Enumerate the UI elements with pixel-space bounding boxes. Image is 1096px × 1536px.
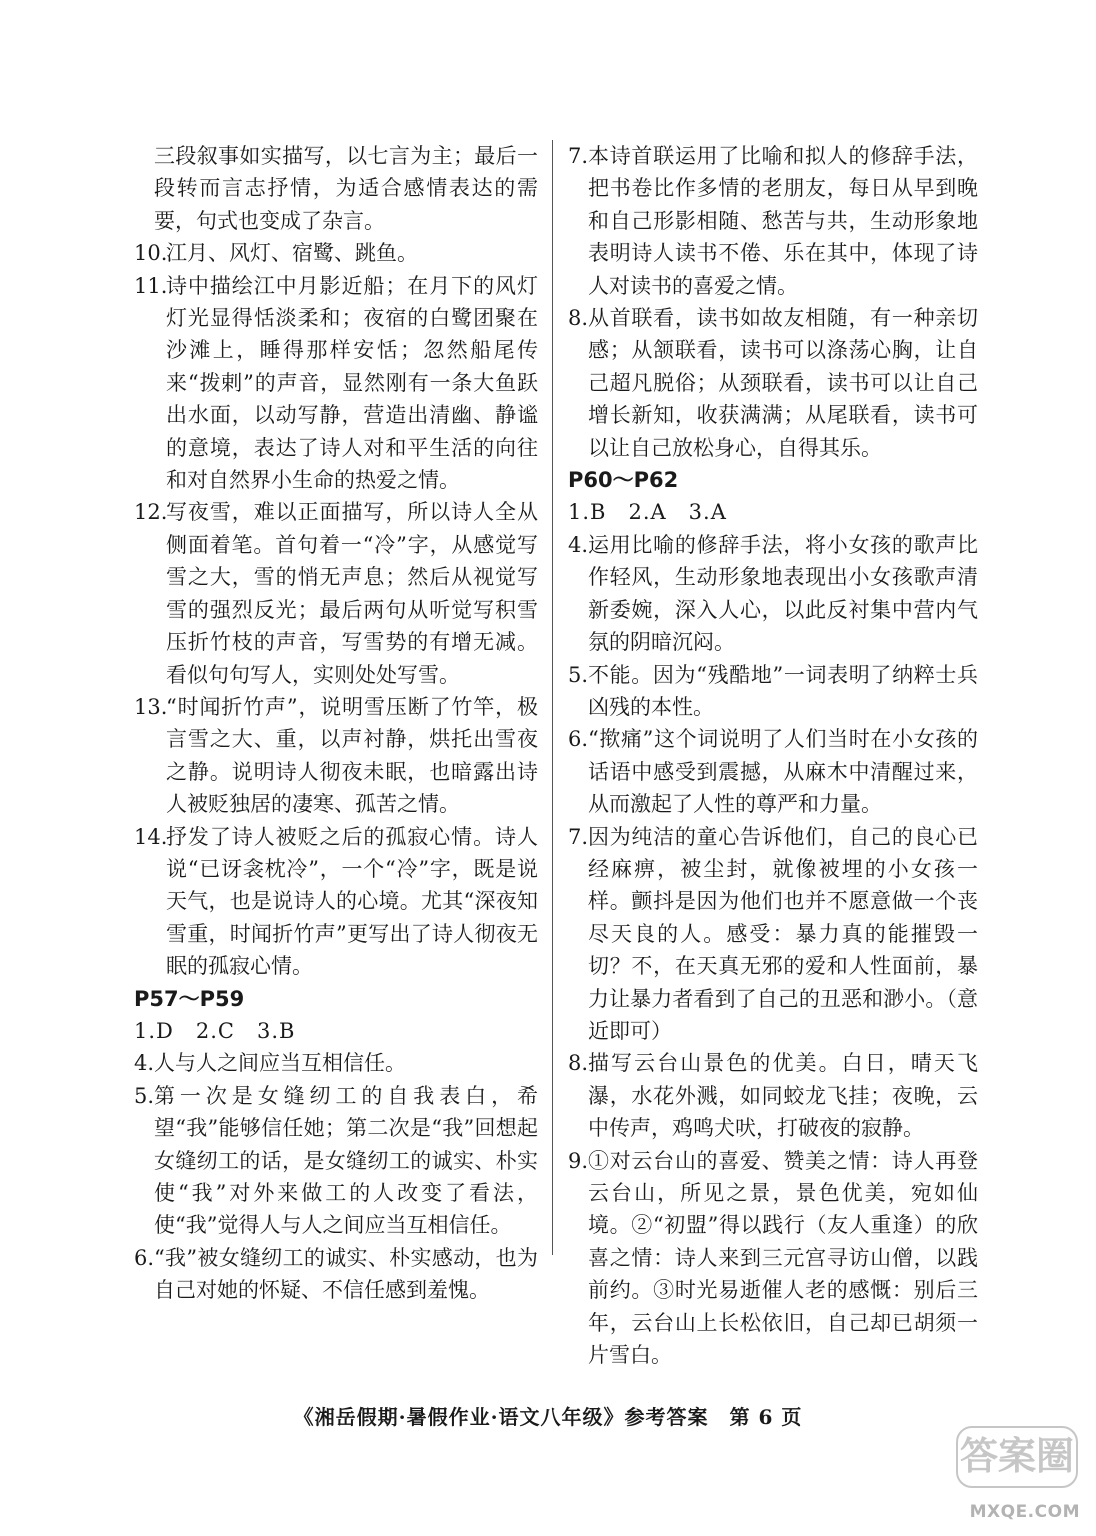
item-number: 9. [568,1148,589,1173]
item-text: 本诗首联运用了比喻和拟人的修辞手法，把书卷比作多情的老朋友，每日从早到晚和自己形影相随、愁苦与共，生动形象地表明诗人读书不倦、乐在其中，体现了诗人对读书的喜爱之情。 [588,144,978,298]
answer-item-6 [568,723,978,820]
item-text: 不能。因为“残酷地”一词表明了纳粹士兵凶残的本性。 [588,662,978,719]
item-number: 14. [134,824,168,849]
answer-item-5 [134,1080,538,1242]
item-text: 诗中描绘江中月影近船；在月下的风灯灯光显得恬淡柔和；夜宿的白鹭团聚在沙滩上，睡得那样安恬；忽然船尾传来“拨剌”的声音，显然刚有一条大鱼跃出水面，以动写静，营造出清幽、静谧的意境，表达了诗人对和平生活的向往和对自然界小生命的热爱之情。 [166,273,538,493]
section-heading-p60-p62: P60～P62 [568,468,679,493]
item-number: 6. [568,727,589,752]
item-text: 因为纯洁的童心告诉他们，自己的良心已经麻痹，被尘封，就像被埋的小女孩一样。颤抖是因为他们也并不愿意做一个丧尽天良的人。感受：暴力真的能摧毁一切？不，在天真无邪的爱和人性面前，暴力让暴力者看到了自己的丑恶和渺小。（意近即可） [588,824,978,1043]
watermark-logo-text: 答案圈 [956,1426,1078,1488]
answer-item-7 [568,140,978,302]
answer-item-14 [134,821,538,983]
answer-item-8 [568,302,978,464]
item-number: 4. [568,532,589,557]
item-text: 人与人之间应当互相信任。 [154,1051,406,1076]
section-heading-p57-p59: P57～P59 [134,986,245,1011]
item-number: 12. [134,500,168,525]
item-number: 8. [568,306,589,331]
page-footer: 《湘岳假期·暑假作业·语文八年级》参考答案 第 6 页 [293,1405,803,1429]
answer-item-12 [134,496,538,690]
answer-item-10 [134,237,538,269]
item-number: 6. [134,1245,155,1270]
answer-item-8 [568,1047,978,1144]
item-text: 写夜雪，难以正面描写，所以诗人全从侧面着笔。首句着一“冷”字，从感觉写雪之大，雪的悄无声息；然后从视觉写雪的强烈反光；最后两句从听觉写积雪压折竹枝的声音，写雪势的有增无减。看似句句写人，实则处处写雪。 [166,500,538,687]
answer-item-5 [568,659,978,724]
item-text: ①对云台山的喜爱、赞美之情：诗人再登云台山，所见之景，景色优美，宛如仙境。②“初盟”得以践行（友人重逢）的欣喜之情：诗人来到三元宫寻访山僧，以践前约。③时光易逝催人老的感慨：别后三年，云台山上长松依旧，自己却已胡须一片雪白。 [588,1148,978,1368]
item-number: 5. [568,662,589,687]
answer-item-13 [134,691,538,821]
item-number: 8. [568,1051,589,1076]
multiple-choice-answers: 1.D 2.C 3.B [134,1018,296,1043]
watermark-site-text: MXQE.COM [969,1502,1080,1522]
right-column [568,140,978,1371]
item-text: 运用比喻的修辞手法，将小女孩的歌声比作轻风，生动形象地表现出小女孩歌声清新委婉，深入人心，以此反衬集中营内气氛的阴暗沉闷。 [588,532,978,655]
item-number: 10. [134,241,168,266]
watermark-logo [952,1418,1080,1522]
item-text: “揿痛”这个词说明了人们当时在小女孩的话语中感受到震撼，从麻木中清醒过来，从而激起了人性的尊严和力量。 [588,727,978,817]
answer-item-7 [568,821,978,1048]
item-number: 11. [134,273,168,298]
item-text: 第一次是女缝纫工的自我表白，希望“我”能够信任她；第二次是“我”回想起女缝纫工的话，是女缝纫工的诚实、朴实使“我”对外来做工的人改变了看法，使“我”觉得人与人之间应当互相信任。 [154,1083,538,1238]
answer-item-6 [134,1242,538,1307]
item-text: 描写云台山景色的优美。白日，晴天飞瀑，水花外溅，如同蛟龙飞挂；夜晚，云中传声，鸡鸣犬吠，打破夜的寂静。 [588,1051,978,1141]
answer-item-11 [134,270,538,497]
answer-item-4 [134,1047,538,1079]
multiple-choice-answers: 1.B 2.A 3.A [568,500,727,525]
item-text: “我”被女缝纫工的诚实、朴实感动，也为自己对她的怀疑、不信任感到羞愧。 [154,1245,538,1303]
answer-item-4 [568,529,978,659]
item-number: 4. [134,1051,155,1076]
continued-answer: 三段叙事如实描写，以七言为主；最后一段转而言志抒情，为适合感情表达的需要，句式也变成了杂言。 [154,144,538,233]
item-number: 13. [134,694,168,719]
left-column [134,140,538,1307]
answer-item-9 [568,1145,978,1372]
item-number: 7. [568,144,589,168]
item-text: 从首联看，读书如故友相随，有一种亲切感；从颔联看，读书可以涤荡心胸，让自己超凡脱俗；从颈联看，读书可以让自己增长新知，收获满满；从尾联看，读书可以让自己放松身心，自得其乐。 [588,306,978,460]
item-number: 7. [568,824,589,849]
item-text: 抒发了诗人被贬之后的孤寂心情。诗人说“已讶衾枕冷”，一个“冷”字，既是说天气，也是说诗人的心境。尤其“深夜知雪重，时闻折竹声”更写出了诗人彻夜无眠的孤寂心情。 [166,824,538,979]
item-number: 5. [134,1083,155,1108]
column-divider [552,140,553,1255]
item-text: “时闻折竹声”，说明雪压断了竹竿，极言雪之大、重，以声衬静，烘托出雪夜之静。说明诗人彻夜未眠，也暗露出诗人被贬独居的凄寒、孤苦之情。 [166,694,538,817]
item-text: 江月、风灯、宿鹭、跳鱼。 [166,241,418,266]
